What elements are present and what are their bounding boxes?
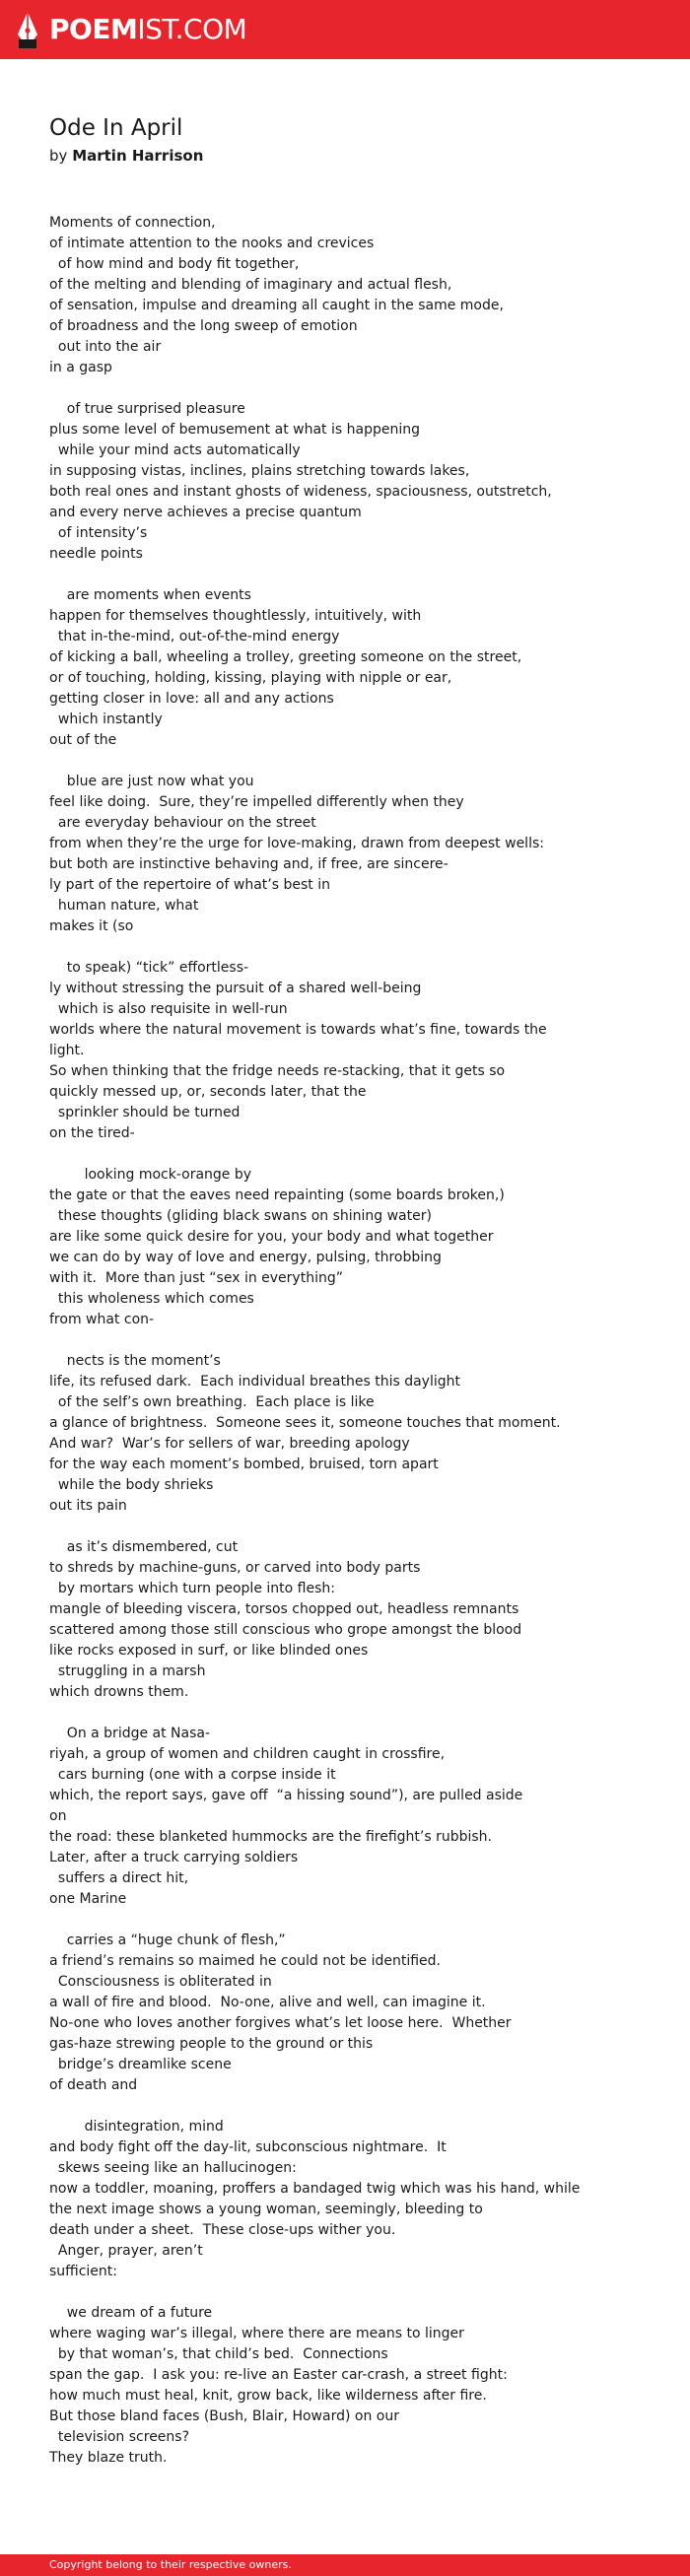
site-logo-text — [49, 11, 246, 48]
poem-line: a glance of brightness. Someone sees it, someone touches that moment. — [49, 1415, 561, 1431]
poem-line: ly part of the repertoire of what’s best in — [49, 877, 330, 893]
poem-line: we can do by way of love and energy, pulsing, throbbing — [49, 1250, 442, 1265]
poem-line: we dream of a future — [49, 2305, 213, 2321]
poem-line: by mortars which turn people into flesh: — [49, 1581, 335, 1596]
poem-line: happen for themselves thoughtlessly, intuitively, with — [49, 608, 422, 624]
poem-line: of sensation, impulse and dreaming all caught in the same mode, — [49, 298, 504, 313]
poem-line: of the self’s own breathing. Each place is like — [49, 1394, 375, 1410]
poem-line: the gate or that the eaves need repainting (some boards broken,) — [49, 1187, 505, 1203]
poem-line: out its pain — [49, 1498, 127, 1514]
poem-line: sufficient: — [49, 2264, 117, 2279]
poem-line: on — [49, 1808, 67, 1824]
poem-line: to shreds by machine-guns, or carved into body parts — [49, 1560, 421, 1576]
poem-stanza — [49, 1537, 651, 1703]
site-footer — [0, 2554, 690, 2576]
poem-stanza — [49, 585, 651, 751]
poem-line: Consciousness is obliterated in — [49, 1974, 272, 1990]
poem-line: where waging war’s illegal, where there are means to linger — [49, 2326, 464, 2341]
poem-line: disintegration, mind — [49, 2119, 224, 2135]
poem-line: which instantly — [49, 712, 163, 727]
poem-heading — [49, 113, 203, 167]
poem-line: of true surprised pleasure — [49, 401, 245, 417]
poem-line: quickly messed up, or, seconds later, that the — [49, 1084, 367, 1100]
poem-byline — [49, 145, 203, 167]
poem-body — [49, 213, 651, 2489]
copyright-notice: Copyright belong to their respective owners. — [49, 2558, 292, 2571]
poem-stanza — [49, 1351, 651, 1517]
poem-line: suffers a direct hit, — [49, 1870, 189, 1886]
poem-line: So when thinking that the fridge needs re-stacking, that it gets so — [49, 1063, 506, 1079]
poem-line: makes it (so — [49, 918, 134, 934]
poem-line: of broadness and the long sweep of emotion — [49, 318, 358, 334]
poem-line: feel like doing. Sure, they’re impelled differently when they — [49, 794, 464, 810]
poem-line: are moments when events — [49, 587, 251, 603]
poem-line: span the gap. I ask you: re-live an Easter car-crash, a street fight: — [49, 2367, 508, 2383]
poem-line: bridge’s dreamlike scene — [49, 2057, 232, 2072]
poem-line: on the tired- — [49, 1125, 135, 1141]
poem-line: or of touching, holding, kissing, playing with nipple or ear, — [49, 670, 452, 686]
poem-line: these thoughts (gliding black swans on shining water) — [49, 1208, 432, 1224]
poem-line: Moments of connection, — [49, 215, 216, 231]
poem-title: Ode In April — [49, 115, 183, 141]
poem-stanza — [49, 2117, 651, 2282]
poem-line: for the way each moment’s bombed, bruised, torn apart — [49, 1457, 439, 1472]
poem-line: one Marine — [49, 1891, 127, 1907]
poem-line: how much must heal, knit, grow back, like wilderness after fire. — [49, 2388, 487, 2404]
poem-line: No-one who loves another forgives what’s let loose here. Whether — [49, 2015, 512, 2031]
poem-line: while your mind acts automatically — [49, 442, 301, 458]
poem-line: the next image shows a young woman, seemingly, bleeding to — [49, 2202, 483, 2217]
poem-line: are everyday behaviour on the street — [49, 815, 316, 831]
poem-line: On a bridge at Nasa- — [49, 1726, 211, 1741]
poem-line: of how mind and body fit together, — [49, 256, 300, 272]
poem-line: scattered among those still conscious who grope amongst the blood — [49, 1622, 522, 1638]
poem-stanza — [49, 1724, 651, 1910]
poem-line: struggling in a marsh — [49, 1663, 206, 1679]
poem-line: nects is the moment’s — [49, 1353, 221, 1369]
poem-stanza — [49, 213, 651, 378]
poem-line: of death and — [49, 2077, 138, 2093]
poem-stanza — [49, 1931, 651, 2096]
poem-line: human nature, what — [49, 898, 199, 914]
poem-line: of kicking a ball, wheeling a trolley, greeting someone on the street, — [49, 649, 522, 665]
poem-line: as it’s dismembered, cut — [49, 1539, 239, 1555]
poem-line: ly without stressing the pursuit of a shared well-being — [49, 981, 422, 996]
poem-line: And war? War’s for sellers of war, breeding apology — [49, 1436, 410, 1452]
poem-line: mangle of bleeding viscera, torsos chopped out, headless remnants — [49, 1601, 519, 1617]
site-logo[interactable] — [16, 11, 246, 48]
poem-line: to speak) “tick” effortless- — [49, 960, 249, 976]
poem-line: out into the air — [49, 339, 162, 355]
poem-line: of intensity’s — [49, 525, 148, 541]
poem-line: which, the report says, gave off “a hissing sound”), are pulled aside — [49, 1788, 523, 1803]
poem-line: which drowns them. — [49, 1684, 189, 1700]
poem-stanza — [49, 1165, 651, 1330]
poem-line: in a gasp — [49, 360, 112, 375]
poem-line: out of the — [49, 732, 117, 748]
poem-line: in supposing vistas, inclines, plains stretching towards lakes, — [49, 463, 470, 479]
poem-line: and every nerve achieves a precise quantum — [49, 505, 362, 520]
poem-line: carries a “huge chunk of flesh,” — [49, 1932, 286, 1948]
poem-line: of intimate attention to the nooks and crevices — [49, 236, 375, 251]
poem-line: television screens? — [49, 2429, 190, 2445]
site-header — [0, 0, 690, 59]
poem-line: riyah, a group of women and children caught in crossfire, — [49, 1746, 446, 1762]
logo-name-light: IST.COM — [137, 13, 247, 45]
poem-line: the road: these blanketed hummocks are the firefight’s rubbish. — [49, 1829, 492, 1845]
poem-line: are like some quick desire for you, your body and what together — [49, 1229, 494, 1245]
poem-line: that in-the-mind, out-of-the-mind energy — [49, 629, 340, 644]
poem-line: skews seeing like an hallucinogen: — [49, 2160, 297, 2176]
poem-line: from what con- — [49, 1312, 155, 1327]
logo-name-bold: POEM — [49, 13, 138, 45]
poem-line: But those bland faces (Bush, Blair, Howard) on our — [49, 2408, 399, 2424]
poem-line: looking mock-orange by — [49, 1167, 252, 1183]
poem-line: worlds where the natural movement is towards what’s fine, towards the — [49, 1022, 547, 1038]
poem-line: now a toddler, moaning, proffers a bandaged twig which was his hand, while — [49, 2181, 581, 2197]
poem-line: Anger, prayer, aren’t — [49, 2243, 203, 2259]
fountain-pen-nib-icon — [16, 11, 39, 48]
poem-stanza — [49, 399, 651, 565]
poem-line: while the body shrieks — [49, 1477, 214, 1493]
poem-line: sprinkler should be turned — [49, 1105, 241, 1120]
poem-line: from when they’re the urge for love-making, drawn from deepest wells: — [49, 836, 544, 851]
poem-line: blue are just now what you — [49, 774, 254, 789]
poem-line: this wholeness which comes — [49, 1291, 254, 1307]
poem-line: with it. More than just “sex in everything” — [49, 1270, 343, 1286]
poem-line: a friend’s remains so maimed he could not be identified. — [49, 1953, 441, 1969]
poem-line: They blaze truth. — [49, 2450, 168, 2466]
poem-line: like rocks exposed in surf, or like blinded ones — [49, 1643, 369, 1659]
poem-line: a wall of fire and blood. No-one, alive and well, can imagine it. — [49, 1995, 486, 2010]
poem-line: death under a sheet. These close-ups wither you. — [49, 2222, 396, 2238]
poem-line: which is also requisite in well-run — [49, 1001, 288, 1017]
poem-line: getting closer in love: all and any actions — [49, 691, 334, 707]
poem-line: gas-haze strewing people to the ground or this — [49, 2036, 374, 2052]
poem-line: but both are instinctive behaving and, if free, are sincere- — [49, 856, 448, 872]
poem-line: cars burning (one with a corpse inside it — [49, 1767, 336, 1783]
byline-prefix: by — [49, 147, 68, 165]
poem-author[interactable]: Martin Harrison — [72, 147, 204, 165]
poem-stanza — [49, 2303, 651, 2469]
poem-line: and body fight off the day-lit, subconscious nightmare. It — [49, 2139, 447, 2155]
poem-line: of the melting and blending of imaginary and actual flesh, — [49, 277, 452, 293]
poem-line: life, its refused dark. Each individual breathes this daylight — [49, 1374, 460, 1390]
poem-stanza — [49, 772, 651, 937]
poem-line: plus some level of bemusement at what is happening — [49, 422, 420, 438]
poem-line: Later, after a truck carrying soldiers — [49, 1850, 299, 1865]
poem-line: both real ones and instant ghosts of wideness, spaciousness, outstretch, — [49, 484, 552, 500]
poem-line: light. — [49, 1043, 85, 1058]
poem-stanza — [49, 958, 651, 1144]
poem-line: needle points — [49, 546, 143, 562]
poem-line: by that woman’s, that child’s bed. Connections — [49, 2346, 388, 2362]
